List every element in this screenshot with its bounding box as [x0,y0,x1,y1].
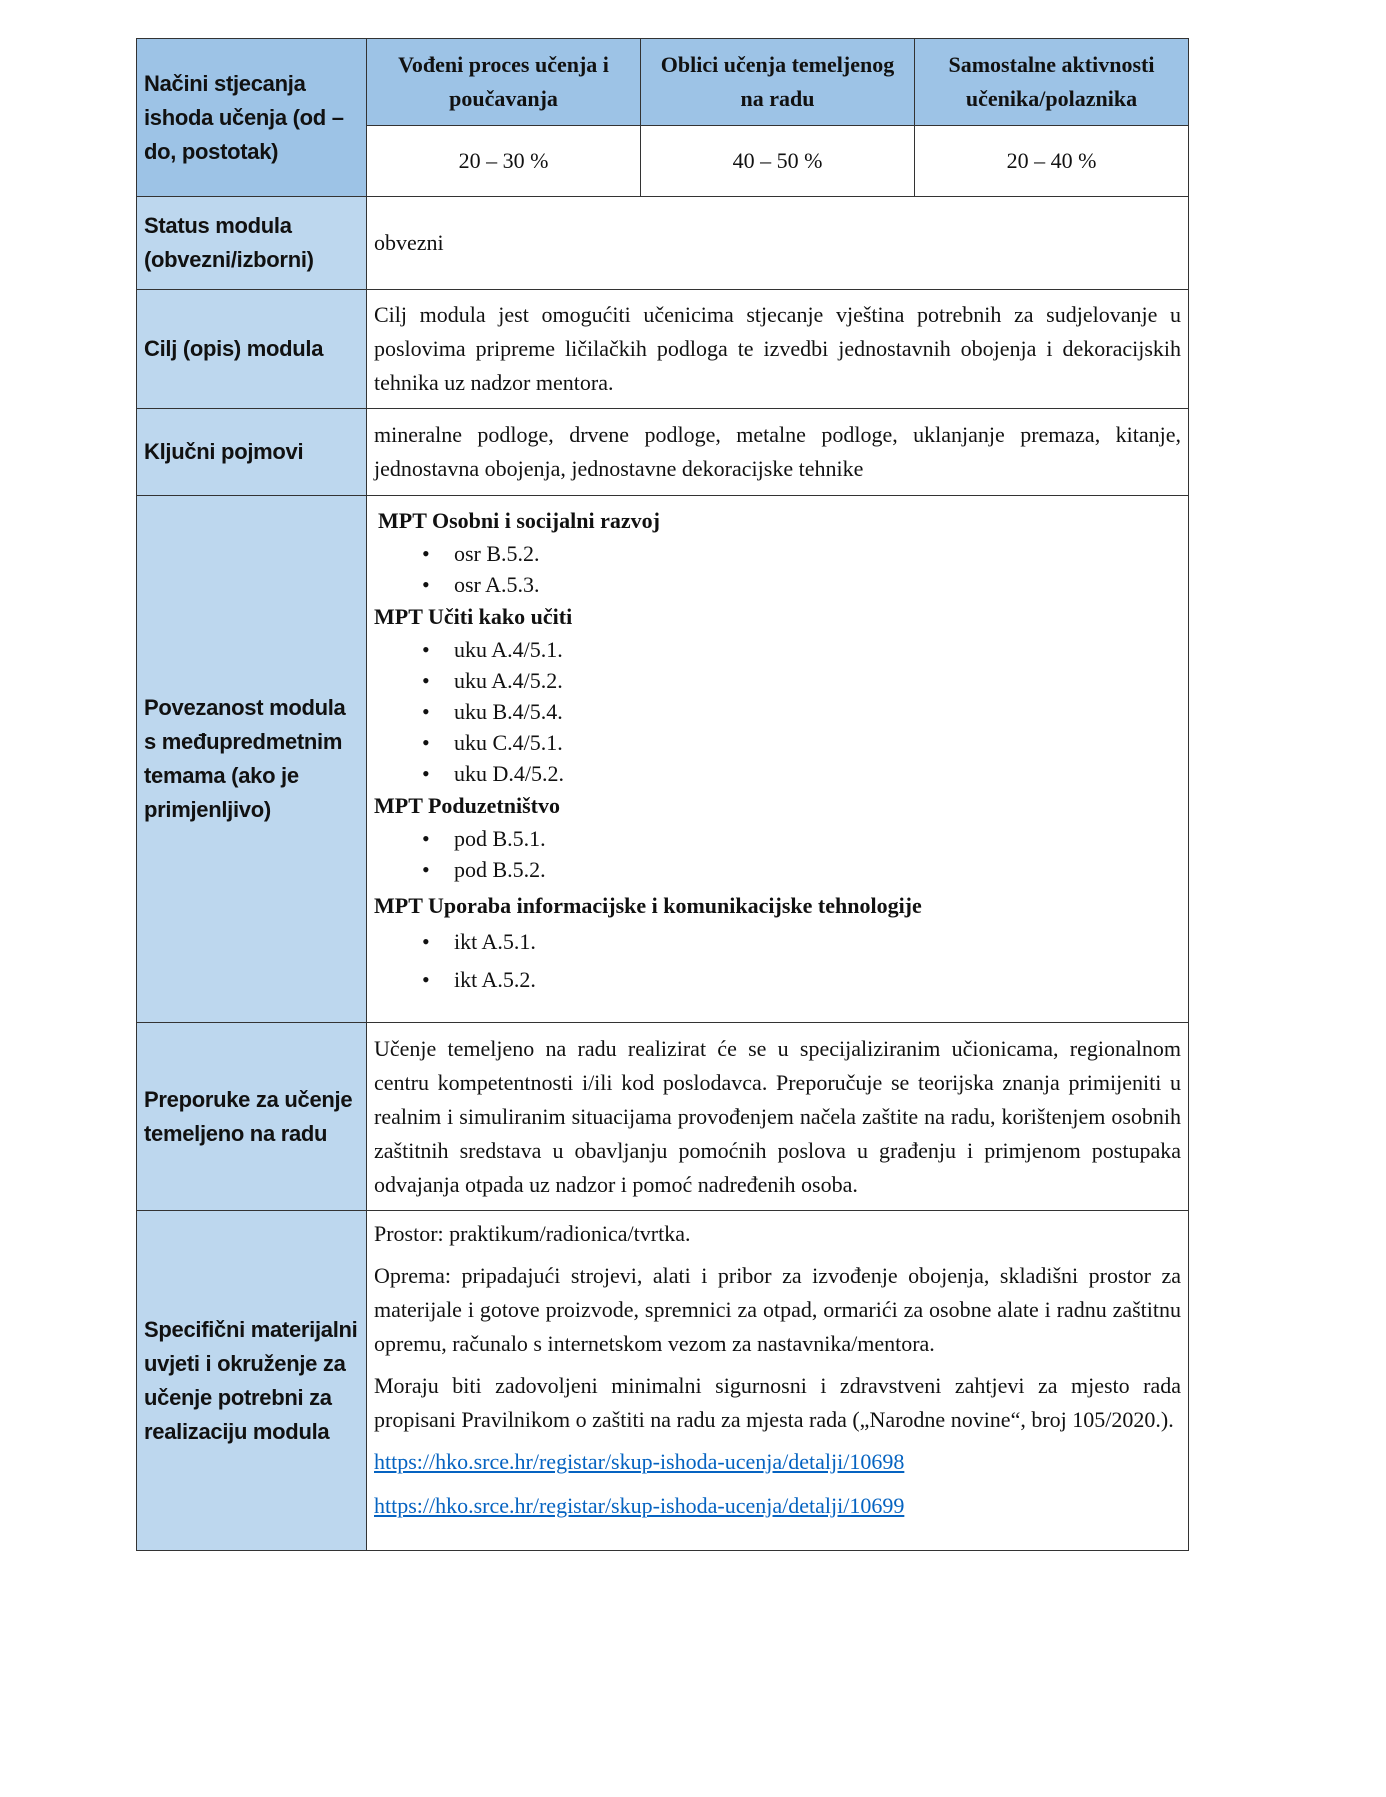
keywords-value: mineralne podloge, drvene podloge, metalne podloge, uklanjanje premaza, kitanje, jednostavna obojenja, jednostavne dekoracijske tehnike [367,409,1189,496]
keywords-row [137,409,1189,496]
cross-curricular-label: Povezanost modula s međupredmetnim temama (ako je primjenljivo) [137,496,367,1023]
mpt-group-title: MPT Poduzetništvo [374,793,560,818]
independent-activities-header: Samostalne aktivnosti učenika/polaznika [915,39,1189,126]
mpt-item: • uku C.4/5.1. [422,727,1181,758]
cross-curricular-row [137,496,1189,1023]
guided-learning-header: Vođeni proces učenja i poučavanja [367,39,641,126]
independent-activities-value: 20 – 40 % [915,126,1189,197]
mpt-item: • osr B.5.2. [422,538,1181,569]
mpt-item: • uku A.4/5.2. [422,665,1181,696]
conditions-content [367,1211,1189,1551]
mpt-item: • ikt A.5.2. [422,961,1181,999]
goal-label: Cilj (opis) modula [137,290,367,409]
hko-link-10698[interactable]: https://hko.srce.hr/registar/skup-ishoda-ucenja/detalji/10698 [374,1449,905,1474]
mpt-group-title: MPT Učiti kako učiti [374,604,573,629]
work-based-learning-value: 40 – 50 % [641,126,915,197]
mpt-group-list [374,823,1181,885]
acquisition-label: Načini stjecanja ishoda učenja (od – do, postotak) [137,39,367,197]
mpt-item: • osr A.5.3. [422,569,1181,600]
document-page [136,38,1188,1551]
work-based-label: Preporuke za učenje temeljeno na radu [137,1023,367,1211]
mpt-group-title: MPT Osobni i socijalni razvoj [378,508,660,533]
hko-link-10699[interactable]: https://hko.srce.hr/registar/skup-ishoda-ucenja/detalji/10699 [374,1493,905,1518]
mpt-item: • uku B.4/5.4. [422,696,1181,727]
keywords-label: Ključni pojmovi [137,409,367,496]
mpt-item: • pod B.5.1. [422,823,1181,854]
conditions-row [137,1211,1189,1551]
work-based-row [137,1023,1189,1211]
goal-row [137,290,1189,409]
mpt-item: • uku A.4/5.1. [422,634,1181,665]
work-based-value: Učenje temeljeno na radu realizirat će se u specijaliziranim učionicama, regionalnom centru kompetentnosti i/ili kod poslodavca. Preporučuje se teorijska znanja primijeniti u realnim i simuliranim situacijama provođenjem načela zaštite na radu, korištenjem osobnih zaštitnih sredstava u obavljanju pomoćnih poslova u građenju i primjenom postupaka odvajanja otpada uz nadzor i pomoć nadređenih osoba. [367,1023,1189,1211]
acquisition-header-row [137,39,1189,126]
work-based-learning-header: Oblici učenja temeljenog na radu [641,39,915,126]
mpt-group-list [374,923,1181,999]
goal-value: Cilj modula jest omogućiti učenicima stjecanje vještina potrebnih za sudjelovanje u poslovima pripreme ličilačkih podloga te izvedbi jednostavnih obojenja i dekoracijskih tehnika uz nadzor mentora. [367,290,1189,409]
mpt-item: • pod B.5.2. [422,854,1181,885]
guided-learning-value: 20 – 30 % [367,126,641,197]
mpt-group-list [374,538,1181,600]
mpt-group-list [374,634,1181,789]
status-value: obvezni [367,197,1189,290]
cross-curricular-content [367,496,1189,1023]
conditions-label: Specifični materijalni uvjeti i okruženje za učenje potrebni za realizaciju modula [137,1211,367,1551]
conditions-safety: Moraju biti zadovoljeni minimalni sigurnosni i zdravstveni zahtjevi za mjesto rada propisani Pravilnikom o zaštiti na radu za mjesta rada („Narodne novine“, broj 105/2020.). [374,1373,1181,1432]
status-label: Status modula (obvezni/izborni) [137,197,367,290]
mpt-group-title: MPT Uporaba informacijske i komunikacijske tehnologije [374,893,922,918]
mpt-item: • uku D.4/5.2. [422,758,1181,789]
status-row [137,197,1189,290]
module-table [136,38,1189,1551]
conditions-space: Prostor: praktikum/radionica/tvrtka. [374,1221,691,1246]
mpt-item: • ikt A.5.1. [422,923,1181,961]
conditions-equipment: Oprema: pripadajući strojevi, alati i pribor za izvođenje obojenja, skladišni prostor za materijale i gotove proizvode, spremnici za otpad, ormarići za osobne alate i radnu zaštitnu opremu, računalo s internetskom vezom za nastavnika/mentora. [374,1263,1181,1356]
